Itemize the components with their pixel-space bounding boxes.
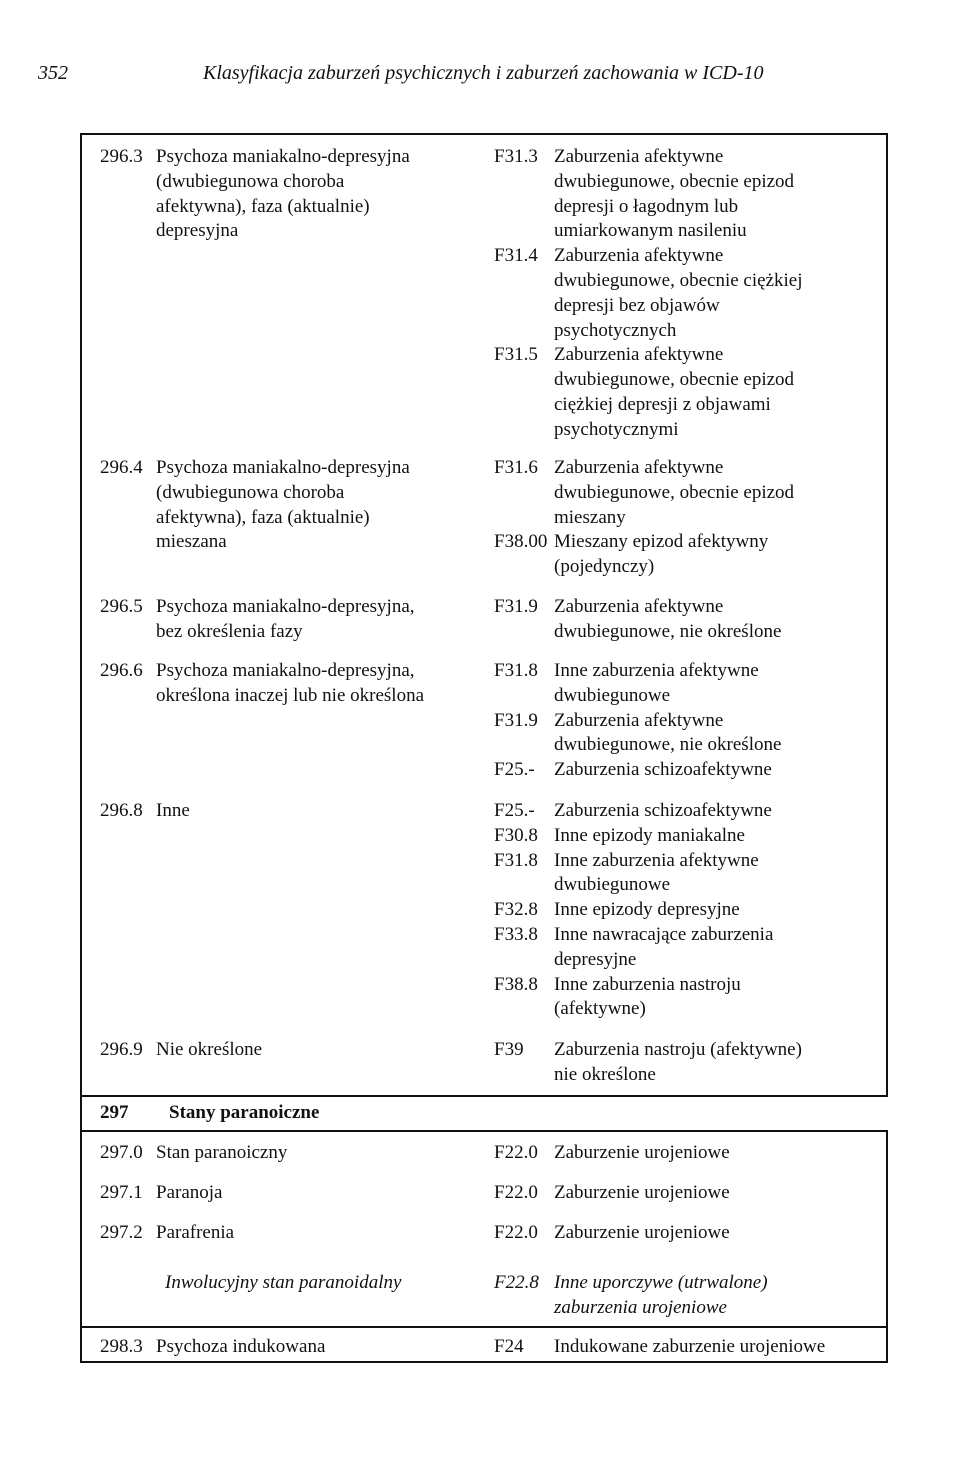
entry-f39: F39 Zaburzenia nastroju (afektywne) nie określone xyxy=(494,1039,802,1085)
entry-296-3: 296.3 Psychoza maniakalno-depresyjna (dwubiegunowa choroba afektywna), faza (aktualnie) depresyjna xyxy=(100,146,410,242)
entry-296-5: 296.5 Psychoza maniakalno-depresyjna, bez określenia fazy xyxy=(100,596,415,642)
entry-f25: F25.- Zaburzenia schizoafektywne xyxy=(494,759,772,781)
rule-above-297 xyxy=(80,1095,888,1097)
rule-below-297 xyxy=(80,1130,888,1132)
rule-above-298 xyxy=(80,1326,888,1328)
entry-f31-8: F31.8 Inne zaburzenia afektywne dwubiegunowe xyxy=(494,849,759,896)
entry-f33-8: F33.8 Inne nawracające zaburzenia depresyjne xyxy=(494,923,774,970)
running-title: Klasyfikacja zaburzeń psychicznych i zaburzeń zachowania w ICD-10 xyxy=(203,62,764,84)
page-number: 352 xyxy=(38,62,68,84)
entry-296-4: 296.4 Psychoza maniakalno-depresyjna (dwubiegunowa choroba afektywna), faza (aktualnie) mieszana xyxy=(100,457,410,553)
entry-296-6: 296.6 Psychoza maniakalno-depresyjna, określona inaczej lub nie określona xyxy=(100,660,425,706)
entry-f38-8: F38.8 Inne zaburzenia nastroju (afektywne) xyxy=(494,973,741,1020)
section-title: Stany paranoiczne xyxy=(169,1102,320,1123)
entry-f31-6: F31.6 Zaburzenia afektywne dwubiegunowe, obecnie epizod mieszany xyxy=(494,457,795,528)
entry-f30-8: F30.8 Inne epizody maniakalne xyxy=(494,824,745,846)
entry-f31-4: F31.4 Zaburzenia afektywne dwubiegunowe, obecnie ciężkiej depresji bez objawów psychotycznych xyxy=(494,245,803,341)
table-right-border-lower xyxy=(886,1131,888,1363)
page-header xyxy=(0,62,960,92)
entry-f31-3: F31.3 Zaburzenia afektywne dwubiegunowe, obecnie epizod depresji o łagodnym lub umiarkowanym nasileniu xyxy=(494,146,795,242)
entry-296-8: 296.8 Inne xyxy=(100,800,190,821)
entry-f32-8: F32.8 Inne epizody depresyjne xyxy=(494,899,740,921)
section-code: 297 xyxy=(100,1102,129,1123)
entry-f31-5: F31.5 Zaburzenia afektywne dwubiegunowe, obecnie epizod ciężkiej depresji z objawami psychotycznymi xyxy=(494,344,795,440)
entry-f31-9: F31.9 Zaburzenia afektywne dwubiegunowe, nie określone xyxy=(494,709,782,756)
table-right-border xyxy=(886,133,888,1096)
entry-f38-00: F38.00 Mieszany epizod afektywny (pojedynczy) xyxy=(494,531,769,578)
entry-f31-8: F31.8 Inne zaburzenia afektywne dwubiegunowe xyxy=(494,660,759,706)
table-bottom-border xyxy=(80,1361,888,1363)
table-left-border xyxy=(80,133,82,1363)
entry-f31-9: F31.9 Zaburzenia afektywne dwubiegunowe, nie określone xyxy=(494,596,782,642)
classification-table: 296.3 Psychoza maniakalno-depresyjna (dwubiegunowa choroba afektywna), faza (aktualnie) depresyjna F31.3 Zaburzenia afektywne dwubiegunowe, obecnie epizod depresji o łagodnym lub umiarkowanym nasileniu F31.4 Zaburzenia afektywne dwubiegunowe, obecnie ciężkiej depresji bez objawów psychotycznych F31.5 Zaburzenia afektywne dwubiegunowe, obecnie epizod ciężkiej depresji z objawami psychotycznymi 296.4 Psychoza maniakalno-depresyjna (dwubiegunowa choroba afektywna), faza (aktualnie) mieszana F31.6 Zaburzenia afektywne dwubiegunowe, obecnie epizod mieszany F38.00 Mieszany epizod afektywny (pojedynczy) 296.5 Psychoza maniakalno-depresyjna, bez określenia fazy F31.9 Zaburzenia afektywne dwubiegunowe, nie określone 296.6 Psychoza maniakalno-depresyjna, określona inaczej lub nie określona F31.8 Inne zaburzenia afektywne dwubiegunowe F31.9 Zaburzenia afektywne dwubiegunowe, nie określone F25.- Zaburzenia schizoafektywne 296.8 Inne F25.- Zaburzenia schizoafektywne F30.8 Inne epizody maniakalne F31.8 Inne zaburzenia afektywne dwubiegunowe F32.8 Inne epizody depresyjne F33.8 Inne nawracające zaburzenia depresyjne F38.8 Inne zaburzenia nastroju (afektywne) 296.9 Nie określone F39 Zaburzenia nastroju (afektywne) nie określone 297 Stany paranoiczne 297.0 Stan paranoiczny F22.0 Zaburzenie urojeniowe 297.1 Paranoja F22.0 Zaburzenie urojeniowe 297.2 Parafrenia F22.0 Zaburzenie urojeniowe Inwolucyjny stan paranoidalny F22.8 Inne uporczywe (utrwalone) zaburzenia urojeniowe 298.3 Psychoza indukowana F24 Indukowane zaburzenie urojeniowe xyxy=(80,133,888,1363)
entry-f25: F25.- Zaburzenia schizoafektywne xyxy=(494,800,772,821)
entry-296-9: 296.9 Nie określone xyxy=(100,1039,263,1060)
table-top-border xyxy=(80,133,888,135)
